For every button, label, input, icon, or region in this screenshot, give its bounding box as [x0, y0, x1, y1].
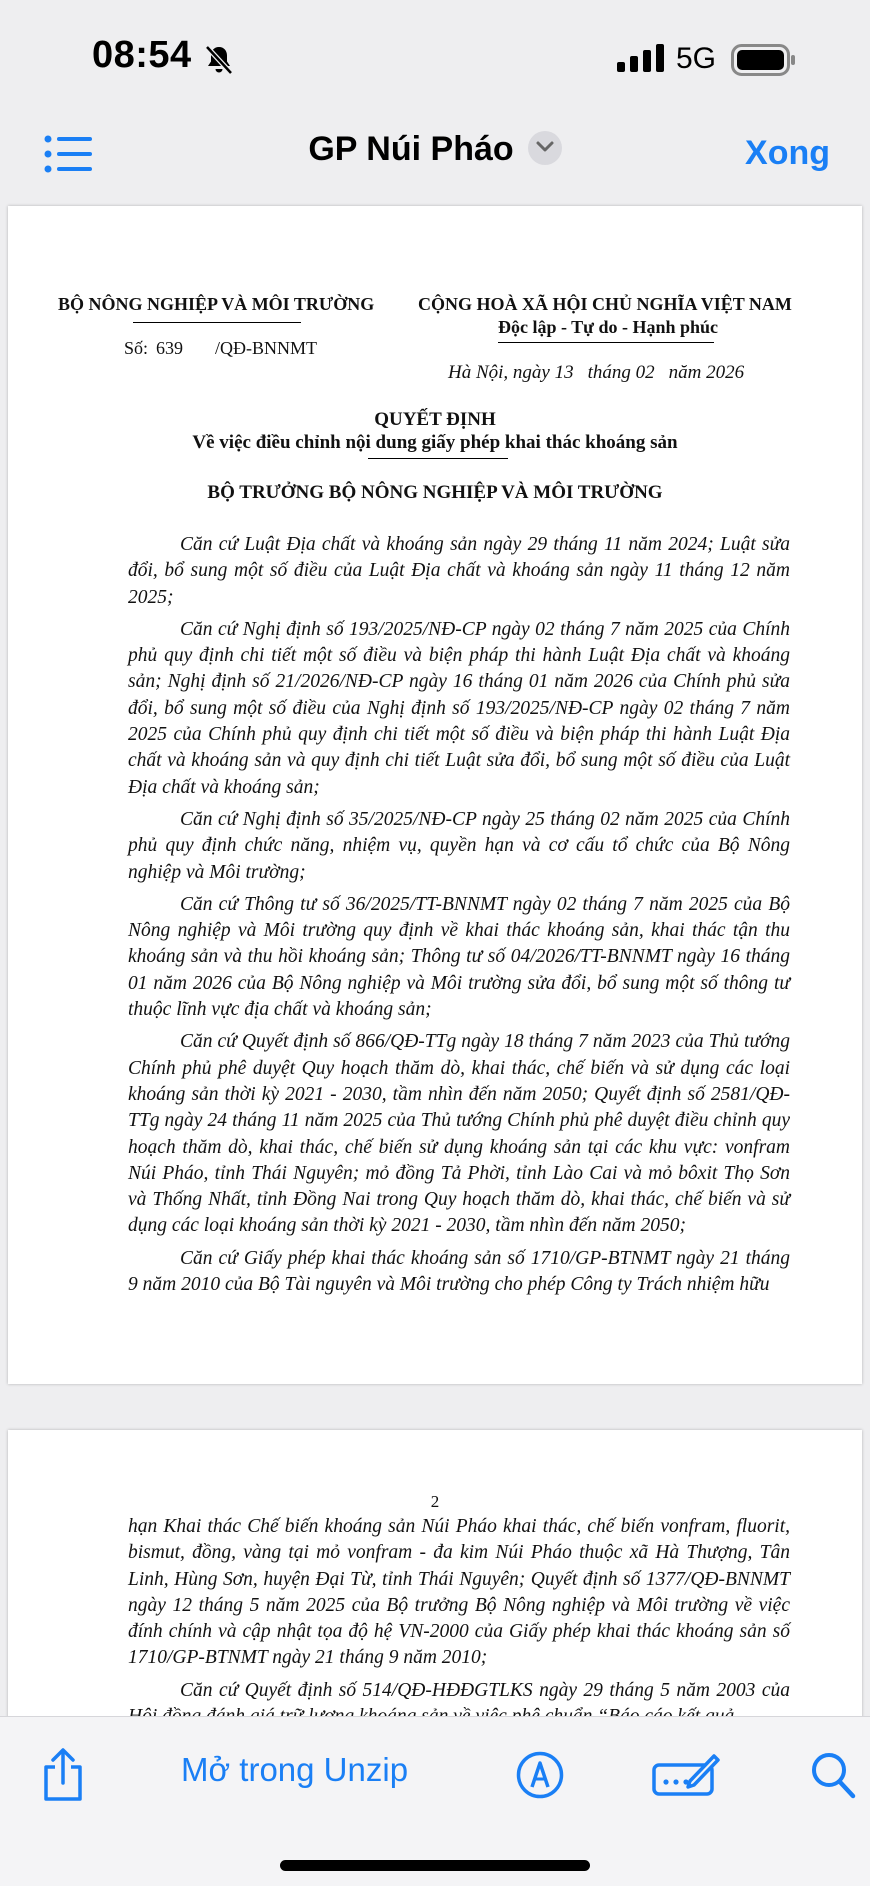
paragraph: Căn cứ Quyết định số 866/QĐ-TTg ngày 18 tháng 7 năm 2023 của Thủ tướng Chính phủ phê duyệt Quy hoạch thăm dò, khai thác, chế biến và sử dụng các loại khoáng sản thời kỳ 2021 - 2030, tầm nhìn đến năm 2050; Quyết định số 2581/QĐ-TTg ngày 24 tháng 11 năm 2025 của Thủ tướng Chính phủ phê duyệt điều chỉnh quy hoạch thăm dò, khai thác, chế biến sử dụng khoáng sản tại các khu vực: vonfram Núi Pháo, tỉnh Thái Nguyên; mỏ đồng Tả Phời, tỉnh Lào Cai và mỏ bôxit Thọ Sơn và Thống Nhất, tỉnh Đồng Nai trong Quy hoạch thăm dò, khai thác, chế biến và sử dụng các loại khoáng sản thời kỳ 2021 - 2030, tầm nhìn đến năm 2050;	[128, 1031, 790, 1237]
org-underline	[133, 322, 301, 323]
bottom-toolbar	[0, 1716, 870, 1886]
title-area[interactable]	[0, 130, 870, 169]
minister-heading: BỘ TRƯỞNG BỘ NÔNG NGHIỆP VÀ MÔI TRƯỜNG	[207, 482, 663, 503]
org-name: BỘ NÔNG NGHIỆP VÀ MÔI TRƯỜNG	[58, 294, 375, 314]
chevron-down-icon[interactable]	[528, 131, 562, 165]
signal-icon	[617, 44, 665, 72]
document-title[interactable]: GP Núi Pháo	[308, 130, 514, 168]
date-month: tháng 02	[587, 362, 655, 383]
network-type: 5G	[676, 42, 717, 75]
search-icon[interactable]	[810, 1751, 856, 1799]
number-value: 639	[156, 338, 184, 358]
motto-underline	[498, 342, 714, 343]
status-bar	[0, 0, 870, 110]
paragraph: Căn cứ Nghị định số 35/2025/NĐ-CP ngày 25 tháng 02 năm 2025 của Chính phủ quy định chức năng, nhiệm vụ, quyền hạn và cơ cấu tổ chức của Bộ Nông nghiệp và Môi trường;	[128, 808, 790, 883]
paragraph: Căn cứ Giấy phép khai thác khoáng sản số 1710/GP-BTNMT ngày 21 tháng 9 năm 2010 của Bộ Tài nguyên và Môi trường cho phép Công ty Trách nhiệm hữu	[128, 1247, 790, 1296]
number-label: Số:	[124, 338, 149, 358]
paragraph: Căn cứ Thông tư số 36/2025/TT-BNNMT ngày 02 tháng 7 năm 2025 của Bộ Nông nghiệp và Môi trường quy định về khai thác khoáng sản, khai thác tận thu khoáng sản và thu hồi khoáng sản; Thông tư số 04/2026/TT-BNNMT ngày 16 tháng 01 năm 2026 của Bộ Nông nghiệp và Môi trường sửa đổi, bổ sung một số thông tư thuộc lĩnh vực địa chất và khoáng sản;	[128, 893, 790, 1021]
paragraph: Căn cứ Luật Địa chất và khoáng sản ngày 29 tháng 11 năm 2024; Luật sửa đổi, bổ sung một số điều của Luật Địa chất và khoáng sản ngày 11 tháng 12 năm 2025;	[128, 534, 790, 608]
page-number: 2	[430, 1492, 440, 1511]
share-icon[interactable]	[40, 1747, 86, 1803]
document-viewer[interactable]	[0, 206, 870, 1716]
page-1-body	[128, 532, 790, 1304]
subject-underline	[368, 458, 508, 459]
date-place: Hà Nội, ngày 13	[448, 362, 574, 383]
decision-title: QUYẾT ĐỊNH	[374, 409, 496, 430]
home-indicator[interactable]	[280, 1860, 590, 1871]
battery-icon	[731, 44, 797, 76]
done-button[interactable]: Xong	[745, 134, 830, 172]
paragraph: Căn cứ Quyết định số 514/QĐ-HĐĐGTLKS ngày 29 tháng 5 năm 2003 của	[180, 1679, 790, 1701]
decision-subject: Về việc điều chỉnh nội dung giấy phép khai thác khoáng sản	[192, 432, 678, 453]
document-number	[124, 338, 317, 359]
paragraph: Căn cứ Nghị định số 193/2025/NĐ-CP ngày 02 tháng 7 năm 2025 của Chính phủ quy định chi tiết một số điều và biện pháp thi hành Luật Địa chất và khoáng sản; Nghị định số 21/2026/NĐ-CP ngày 16 tháng 01 năm 2026 của Chính phủ sửa đổi, bổ sung một số điều của Nghị định số 193/2025/NĐ-CP ngày 02 tháng 7 năm 2025 của Chính phủ quy định chi tiết một số điều và biện pháp thi hành Luật Địa chất và khoáng sản và quy định chi tiết Luật sửa đổi, bổ sung một số điều của Luật Địa chất và khoáng sản;	[128, 618, 790, 798]
date-year: năm 2026	[668, 362, 745, 383]
country-heading: CỘNG HOÀ XÃ HỘI CHỦ NGHĨA VIỆT NAM	[418, 294, 792, 314]
status-time: 08:54	[92, 34, 192, 76]
open-in-unzip-button[interactable]: Mở trong Unzip	[181, 1751, 409, 1788]
bell-slash-icon	[204, 44, 234, 76]
page-2-body	[128, 1514, 790, 1736]
number-code: /QĐ-BNNMT	[215, 338, 318, 358]
motto: Độc lập - Tự do - Hạnh phúc	[498, 317, 719, 337]
signature-icon[interactable]	[652, 1751, 720, 1797]
nav-bar	[0, 110, 870, 206]
paragraph: hạn Khai thác Chế biến khoáng sản Núi Pháo khai thác, chế biến vonfram, fluorit, bismut, đồng, vàng tại mỏ vonfram - đa kim Núi Pháo thuộc xã Hà Thượng, Tân Linh, Hùng Sơn, huyện Đại Từ, tỉnh Thái Nguyên; Quyết định số 1377/QĐ-BNNMT ngày 12 tháng 5 năm 2025 của Bộ trưởng Bộ Nông nghiệp và Môi trường về việc đính chính và cập nhật tọa độ hệ VN-2000 của Giấy phép khai thác khoáng sản số 1710/GP-BTNMT ngày 21 tháng 9 năm 2010;	[128, 1516, 790, 1669]
issue-date	[448, 362, 758, 384]
document-page-1	[8, 206, 862, 1384]
markup-icon[interactable]	[516, 1751, 564, 1799]
